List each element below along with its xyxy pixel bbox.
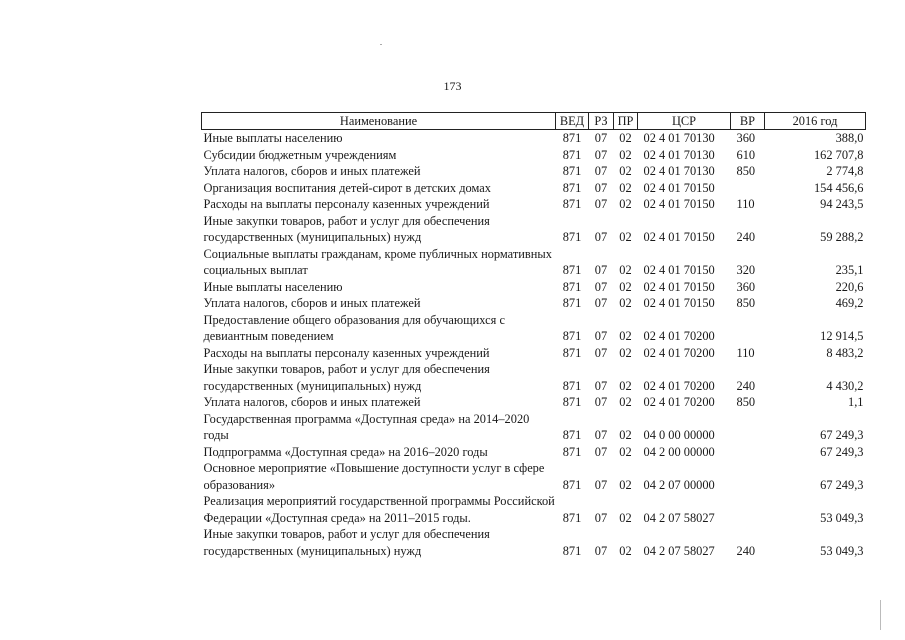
row-rz: 07 bbox=[594, 230, 608, 244]
row-vr: 320 bbox=[736, 263, 756, 277]
row-vr: 360 bbox=[736, 279, 756, 294]
row-rz: 07 bbox=[594, 164, 608, 178]
row-name: Иные закупки товаров, работ и услуг для обеспечения государственных (муниципальных) нужд bbox=[203, 213, 490, 244]
row-name: Государственная программа «Доступная среда» на 2014–2020 годы bbox=[203, 411, 530, 442]
row-pr: 02 bbox=[619, 180, 632, 195]
row-ved: 871 bbox=[562, 180, 582, 195]
row-pr: 02 bbox=[619, 131, 632, 145]
row-pr: 02 bbox=[619, 395, 632, 409]
row-amount: 8 483,2 bbox=[826, 345, 864, 360]
row-pr: 02 bbox=[619, 263, 632, 277]
row-pr: 02 bbox=[619, 164, 632, 178]
row-vr: 610 bbox=[736, 147, 756, 162]
row-ved: 871 bbox=[562, 230, 582, 244]
row-vr bbox=[731, 493, 765, 526]
row-ved: 871 bbox=[562, 296, 582, 310]
table-row bbox=[202, 295, 866, 312]
table-row bbox=[202, 345, 866, 362]
table-row bbox=[202, 394, 866, 411]
table-row bbox=[202, 147, 866, 164]
row-name: Реализация мероприятий государственной программы Российской Федерации «Доступная среда» на 2011–2015 годы. bbox=[203, 494, 555, 525]
row-vr bbox=[731, 460, 765, 493]
row-rz: 07 bbox=[594, 263, 608, 277]
header-name: Наименование bbox=[202, 113, 556, 130]
row-rz: 07 bbox=[594, 147, 608, 162]
row-vr bbox=[731, 411, 765, 444]
row-ved: 871 bbox=[562, 263, 582, 277]
row-ved: 871 bbox=[562, 131, 582, 145]
row-amount: 235,1 bbox=[835, 263, 864, 277]
row-pr: 02 bbox=[619, 296, 632, 310]
row-ved: 871 bbox=[562, 329, 582, 343]
row-amount: 53 049,3 bbox=[820, 510, 864, 525]
table-row bbox=[202, 130, 866, 147]
row-vr: 850 bbox=[736, 164, 756, 178]
row-pr: 02 bbox=[619, 510, 632, 525]
row-csr: 02 4 01 70150 bbox=[643, 180, 715, 195]
row-csr: 04 0 00 00000 bbox=[643, 428, 715, 442]
row-amount: 162 707,8 bbox=[813, 147, 864, 162]
row-amount: 220,6 bbox=[835, 279, 864, 294]
row-csr: 02 4 01 70150 bbox=[643, 279, 715, 294]
row-rz: 07 bbox=[594, 510, 608, 525]
row-amount: 1,1 bbox=[848, 395, 864, 409]
row-ved: 871 bbox=[562, 543, 582, 558]
table-header-row bbox=[202, 113, 866, 130]
header-csr: ЦСР bbox=[638, 113, 731, 130]
budget-table bbox=[201, 112, 866, 559]
row-pr: 02 bbox=[619, 428, 632, 442]
row-vr: 110 bbox=[736, 197, 755, 211]
header-year: 2016 год bbox=[765, 113, 866, 130]
row-csr: 04 2 07 58027 bbox=[643, 510, 715, 525]
row-name: Подпрограмма «Доступная среда» на 2016–2020 годы bbox=[203, 444, 488, 459]
row-vr: 850 bbox=[736, 296, 756, 310]
table-row bbox=[202, 444, 866, 461]
table-row bbox=[202, 279, 866, 296]
row-rz: 07 bbox=[594, 197, 608, 211]
row-rz: 07 bbox=[594, 329, 608, 343]
row-csr: 02 4 01 70200 bbox=[643, 345, 715, 360]
row-csr: 02 4 01 70130 bbox=[643, 131, 715, 145]
row-csr: 02 4 01 70150 bbox=[643, 197, 715, 211]
row-name: Расходы на выплаты персоналу казенных учреждений bbox=[203, 345, 490, 360]
row-vr bbox=[731, 444, 765, 461]
row-name: Уплата налогов, сборов и иных платежей bbox=[203, 164, 421, 178]
row-vr: 360 bbox=[736, 131, 756, 145]
row-csr: 02 4 01 70200 bbox=[643, 329, 715, 343]
row-vr bbox=[731, 312, 765, 345]
row-pr: 02 bbox=[619, 329, 632, 343]
row-csr: 02 4 01 70200 bbox=[643, 395, 715, 409]
row-name: Предоставление общего образования для обучающихся с девиантным поведением bbox=[203, 312, 505, 343]
row-ved: 871 bbox=[562, 378, 582, 393]
row-ved: 871 bbox=[562, 197, 582, 211]
row-rz: 07 bbox=[594, 378, 608, 393]
row-csr: 02 4 01 70130 bbox=[643, 147, 715, 162]
row-name: Уплата налогов, сборов и иных платежей bbox=[203, 395, 421, 409]
row-vr: 240 bbox=[736, 230, 756, 244]
row-csr: 04 2 07 00000 bbox=[643, 477, 715, 492]
row-pr: 02 bbox=[619, 378, 632, 393]
row-name: Организация воспитания детей-сирот в детских домах bbox=[203, 180, 491, 195]
table-row bbox=[202, 460, 866, 493]
row-name: Уплата налогов, сборов и иных платежей bbox=[203, 296, 421, 310]
row-name: Основное мероприятие «Повышение доступности услуг в сфере образования» bbox=[203, 461, 545, 492]
table-row bbox=[202, 312, 866, 345]
row-name: Социальные выплаты гражданам, кроме публичных нормативных социальных выплат bbox=[203, 246, 552, 277]
row-amount: 12 914,5 bbox=[820, 329, 864, 343]
row-pr: 02 bbox=[619, 230, 632, 244]
table-row bbox=[202, 526, 866, 559]
row-amount: 67 249,3 bbox=[820, 444, 864, 459]
table-row bbox=[202, 163, 866, 180]
row-rz: 07 bbox=[594, 395, 608, 409]
row-rz: 07 bbox=[594, 180, 608, 195]
row-csr: 04 2 07 58027 bbox=[643, 543, 715, 558]
row-vr: 850 bbox=[736, 395, 756, 409]
scan-edge-line bbox=[880, 600, 881, 630]
table-row bbox=[202, 493, 866, 526]
table-row bbox=[202, 180, 866, 197]
table-row bbox=[202, 246, 866, 279]
row-rz: 07 bbox=[594, 296, 608, 310]
row-pr: 02 bbox=[619, 444, 632, 459]
row-pr: 02 bbox=[619, 345, 632, 360]
row-rz: 07 bbox=[594, 477, 608, 492]
row-vr: 240 bbox=[736, 543, 756, 558]
row-pr: 02 bbox=[619, 543, 632, 558]
row-rz: 07 bbox=[594, 279, 608, 294]
header-vr: ВР bbox=[731, 113, 765, 130]
row-pr: 02 bbox=[619, 477, 632, 492]
row-rz: 07 bbox=[594, 444, 608, 459]
row-name: Иные закупки товаров, работ и услуг для обеспечения государственных (муниципальных) нужд bbox=[203, 362, 490, 393]
row-ved: 871 bbox=[562, 279, 582, 294]
row-vr bbox=[731, 180, 765, 197]
table-row bbox=[202, 196, 866, 213]
row-csr: 02 4 01 70130 bbox=[643, 164, 715, 178]
row-csr: 02 4 01 70200 bbox=[643, 378, 715, 393]
header-rz: РЗ bbox=[589, 113, 614, 130]
header-pr: ПР bbox=[614, 113, 638, 130]
row-csr: 02 4 01 70150 bbox=[643, 296, 715, 310]
row-csr: 02 4 01 70150 bbox=[643, 263, 715, 277]
row-name: Субсидии бюджетным учреждениям bbox=[203, 147, 397, 162]
row-amount: 2 774,8 bbox=[826, 164, 864, 178]
row-vr: 110 bbox=[736, 345, 755, 360]
row-name: Иные выплаты населению bbox=[203, 131, 343, 145]
table-row bbox=[202, 411, 866, 444]
row-ved: 871 bbox=[562, 444, 582, 459]
row-ved: 871 bbox=[562, 510, 582, 525]
row-amount: 94 243,5 bbox=[820, 197, 864, 211]
row-name: Иные выплаты населению bbox=[203, 279, 343, 294]
table-row bbox=[202, 213, 866, 246]
row-rz: 07 bbox=[594, 543, 608, 558]
row-amount: 4 430,2 bbox=[826, 378, 864, 393]
row-ved: 871 bbox=[562, 345, 582, 360]
header-ved: ВЕД bbox=[556, 113, 589, 130]
page-number: 173 bbox=[443, 79, 462, 93]
row-vr: 240 bbox=[736, 378, 756, 393]
row-amount: 67 249,3 bbox=[820, 428, 864, 442]
row-ved: 871 bbox=[562, 395, 582, 409]
row-ved: 871 bbox=[562, 428, 582, 442]
row-amount: 59 288,2 bbox=[820, 230, 864, 244]
row-pr: 02 bbox=[619, 197, 632, 211]
row-csr: 04 2 00 00000 bbox=[643, 444, 715, 459]
row-name: Расходы на выплаты персоналу казенных учреждений bbox=[203, 197, 490, 211]
row-ved: 871 bbox=[562, 477, 582, 492]
row-pr: 02 bbox=[619, 147, 632, 162]
scan-speck bbox=[380, 44, 382, 45]
row-amount: 67 249,3 bbox=[820, 477, 864, 492]
table-row bbox=[202, 361, 866, 394]
row-ved: 871 bbox=[562, 164, 582, 178]
row-name: Иные закупки товаров, работ и услуг для обеспечения государственных (муниципальных) нужд bbox=[203, 527, 490, 558]
row-amount: 469,2 bbox=[835, 296, 864, 310]
row-csr: 02 4 01 70150 bbox=[643, 230, 715, 244]
row-amount: 53 049,3 bbox=[820, 543, 864, 558]
row-rz: 07 bbox=[594, 131, 608, 145]
row-amount: 388,0 bbox=[835, 131, 864, 145]
row-rz: 07 bbox=[594, 345, 608, 360]
row-rz: 07 bbox=[594, 428, 608, 442]
row-amount: 154 456,6 bbox=[813, 180, 864, 195]
row-pr: 02 bbox=[619, 279, 632, 294]
row-ved: 871 bbox=[562, 147, 582, 162]
